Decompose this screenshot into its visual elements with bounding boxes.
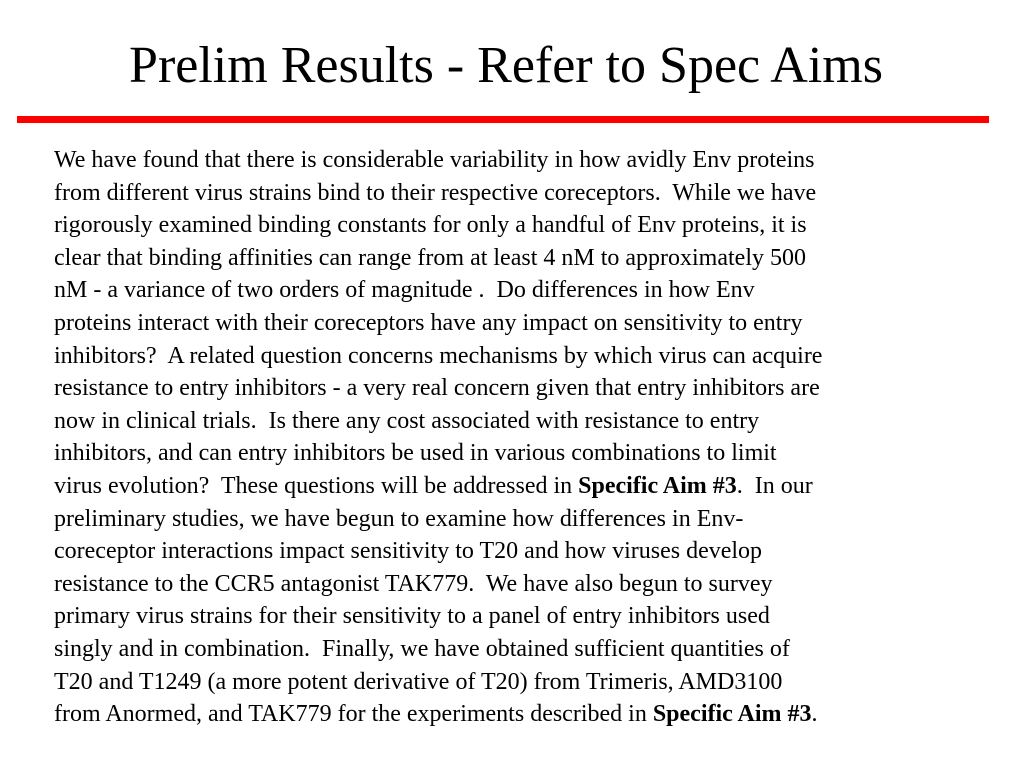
- paragraph-line: [54, 568, 984, 601]
- paragraph-line: [54, 437, 984, 470]
- paragraph-line: [54, 666, 984, 699]
- text-segment: . In our: [736, 472, 813, 499]
- text-segment: T20 and T1249 (a more potent derivative of T20) from Trimeris, AMD3100: [54, 668, 783, 695]
- paragraph-line: [54, 209, 984, 242]
- text-segment: nM - a variance of two orders of magnitude . Do differences in how Env: [54, 277, 755, 304]
- text-segment: primary virus strains for their sensitivity to a panel of entry inhibitors used: [54, 603, 770, 630]
- text-segment: resistance to entry inhibitors - a very real concern given that entry inhibitors are: [54, 375, 820, 402]
- text-segment: inhibitors, and can entry inhibitors be used in various combinations to limit: [54, 440, 777, 467]
- text-segment: proteins interact with their coreceptors have any impact on sensitivity to entry: [54, 309, 803, 336]
- text-segment: We have found that there is considerable variability in how avidly Env proteins: [54, 147, 815, 173]
- text-segment: inhibitors? A related question concerns mechanisms by which virus can acquire: [54, 342, 823, 369]
- paragraph-line: [54, 535, 984, 568]
- paragraph-line: [54, 177, 984, 210]
- paragraph-line: [54, 372, 984, 405]
- text-segment: from different virus strains bind to their respective coreceptors. While we have: [54, 179, 817, 206]
- text-segment: rigorously examined binding constants for only a handful of Env proteins, it is: [54, 212, 807, 239]
- paragraph-line: [54, 242, 984, 275]
- paragraph-line: [54, 503, 984, 536]
- paragraph-line: [54, 698, 984, 731]
- text-segment: from Anormed, and TAK779 for the experiments described in: [54, 701, 653, 728]
- title-divider: [17, 116, 989, 123]
- emphasis-specific-aim: Specific Aim #3: [652, 701, 812, 728]
- text-segment: virus evolution? These questions will be addressed in: [54, 472, 579, 499]
- text-segment: resistance to the CCR5 antagonist TAK779. We have also begun to survey: [54, 570, 773, 597]
- paragraph-line: [54, 405, 984, 438]
- slide-title: Prelim Results - Refer to Spec Aims: [129, 37, 883, 94]
- paragraph-line: [54, 470, 984, 503]
- paragraph-line: [54, 600, 984, 633]
- paragraph-line: [54, 307, 984, 340]
- emphasis-specific-aim: Specific Aim #3: [578, 472, 737, 499]
- text-segment: coreceptor interactions impact sensitivity to T20 and how viruses develop: [54, 538, 763, 565]
- paragraph-line: [54, 274, 984, 307]
- paragraph-line: [54, 633, 984, 666]
- paragraph-line: [54, 340, 984, 373]
- paragraph-line: [54, 144, 984, 177]
- text-segment: preliminary studies, we have begun to examine how differences in Env-: [54, 505, 744, 532]
- text-segment: singly and in combination. Finally, we have obtained sufficient quantities of: [54, 635, 790, 662]
- text-segment: now in clinical trials. Is there any cost associated with resistance to entry: [54, 407, 760, 434]
- text-segment: clear that binding affinities can range from at least 4 nM to approximately 500: [54, 244, 806, 271]
- body-paragraph: [54, 144, 984, 731]
- text-segment: .: [811, 701, 818, 728]
